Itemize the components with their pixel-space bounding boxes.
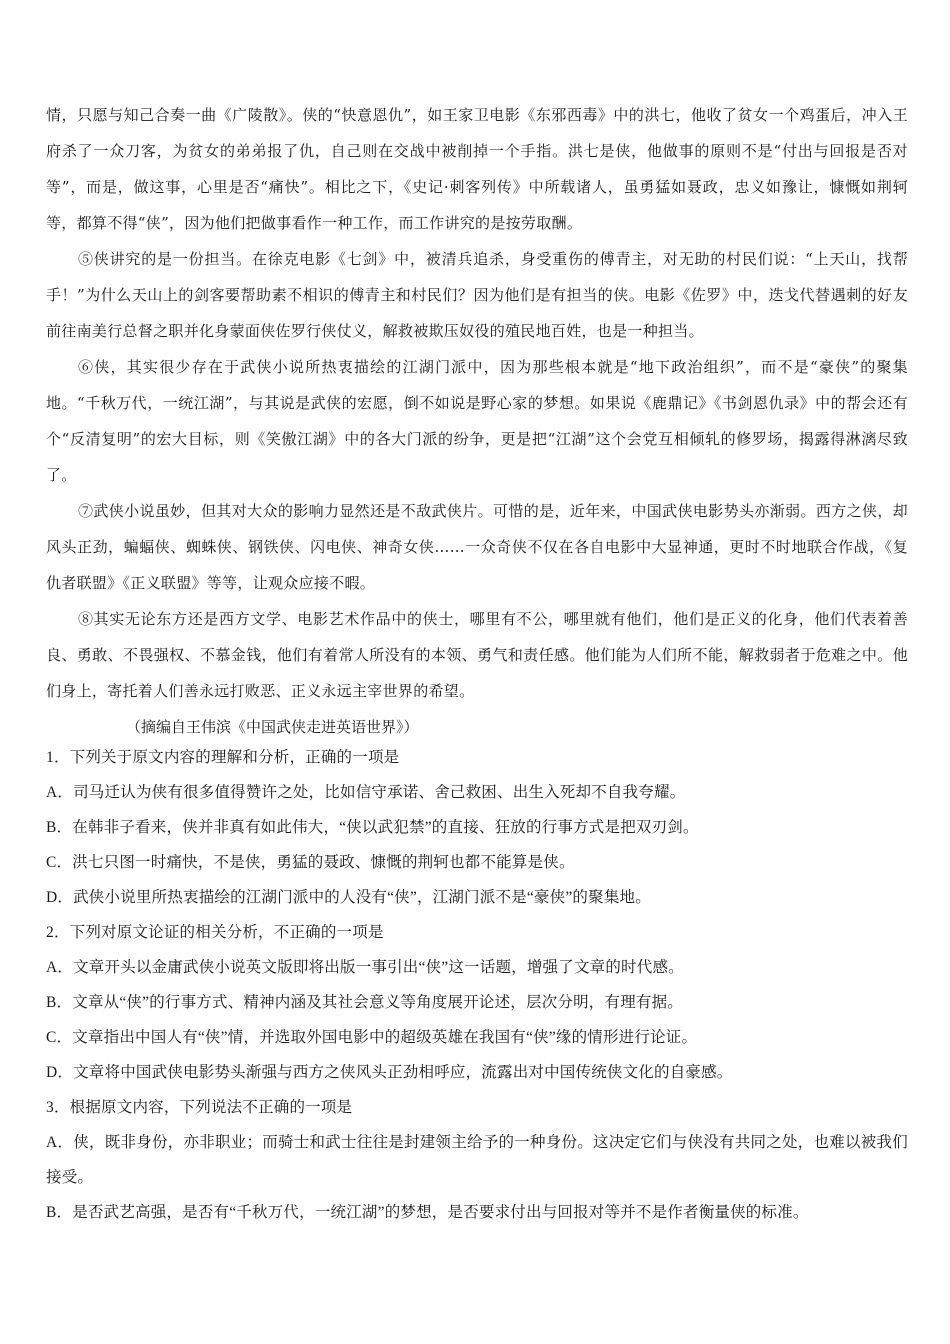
option-label: A． — [46, 1134, 74, 1151]
option-label: D． — [46, 1064, 74, 1081]
option-text: 侠，既非身份，亦非职业；而骑士和武士往往是封建领主给予的一种身份。这决定它们与侠没有共同之处，也难以被我们接受。 — [46, 1134, 909, 1186]
paragraph-5: ⑤侠讲究的是一份担当。在徐克电影《七剑》中，被清兵追杀，身受重伤的傅青主，对无助的村民们说：“上天山，找帮手！”为什么天山上的剑客要帮助素不相识的傅青主和村民们？因为他们是有担当的侠。电影《佐罗》中，迭戈代替遇刺的好友前往南美行总督之职并化身蒙面侠佐罗行侠仗义，解救被欺压奴役的殖民地百姓，也是一种担当。 — [46, 250, 908, 340]
option-text: 文章指出中国人有“侠”情，并选取外国电影中的超级英雄在我国有“侠”缘的情形进行论证。 — [72, 1029, 698, 1046]
question-3-option-a — [46, 1125, 908, 1195]
option-text: 洪七只图一时痛快，不是侠，勇猛的聂政、慷慨的荆轲也都不能算是侠。 — [72, 854, 575, 871]
paragraph-4-continued: 情，只愿与知己合奏一曲《广陵散》。侠的“快意恩仇”，如王家卫电影《东邪西毒》中的洪七，他收了贫女一个鸡蛋后，冲入王府杀了一众刀客，为贫女的弟弟报了仇，自己则在交战中被削掉一个手指。洪七是侠，他做事的原则不是“付出与回报是否对等”，而是，做这事，心里是否“痛快”。相比之下，《史记·刺客列传》中所载诸人，虽勇猛如聂政，忠义如豫让，慷慨如荆轲等，都算不得“侠”，因为他们把做事看作一种工作，而工作讲究的是按劳取酬。 — [46, 106, 908, 232]
question-3-option-b — [46, 1195, 908, 1230]
question-2-option-d — [46, 1055, 908, 1090]
question-1-option-b — [46, 810, 908, 845]
paragraph-8: ⑧其实无论东方还是西方文学、电影艺术作品中的侠士，哪里有不公，哪里就有他们，他们是正义的化身，他们代表着善良、勇敢、不畏强权、不慕金钱，他们有着常人所没有的本领、勇气和责任感。他们能为人们所不能，解救弱者于危难之中。他们身上，寄托着人们善永远打败恶、正义永远主宰世界的希望。 — [46, 610, 908, 700]
option-label: C． — [46, 854, 73, 871]
question-section — [46, 740, 908, 1230]
paragraph-6: ⑥侠，其实很少存在于武侠小说所热衷描绘的江湖门派中，因为那些根本就是“地下政治组织”，而不是“豪侠”的聚集地。“千秋万代，一统江湖”，与其说是武侠的宏愿，倒不如说是野心家的梦想。如果说《鹿鼎记》《书剑恩仇录》中的帮会还有个“反清复明”的宏大目标，则《笑傲江湖》中的各大门派的纷争，更是把“江湖”这个会党互相倾轧的修罗场，揭露得淋漓尽致了。 — [46, 358, 908, 484]
option-text: 文章将中国武侠电影势头渐强与西方之侠风头正劲相呼应，流露出对中国传统侠文化的自豪感。 — [73, 1064, 733, 1081]
question-1-stem: 1．下列关于原文内容的理解和分析，正确的一项是 — [46, 749, 400, 766]
question-1-option-a — [46, 775, 908, 810]
option-label: B． — [46, 994, 73, 1011]
question-3-stem: 3．根据原文内容，下列说法不正确的一项是 — [46, 1099, 353, 1116]
option-label: A． — [46, 784, 74, 801]
option-label: B． — [46, 1204, 73, 1221]
option-text: 司马迁认为侠有很多值得赞许之处，比如信守承诺、舍己救困、出生入死却不自我夸耀。 — [73, 784, 686, 801]
option-text: 是否武艺高强，是否有“千秋万代，一统江湖”的梦想，是否要求付出与回报对等并不是作者衡量侠的标准。 — [72, 1204, 809, 1221]
option-text: 文章开头以金庸武侠小说英文版即将出版一事引出“侠”这一话题，增强了文章的时代感。 — [73, 959, 684, 976]
reading-passage — [46, 97, 908, 745]
source-citation: （摘编自王伟滨《中国武侠走进英语世界》） — [126, 718, 419, 736]
question-2-option-c — [46, 1020, 908, 1055]
paragraph-7: ⑦武侠小说虽妙，但其对大众的影响力显然还是不敌武侠片。可惜的是，近年来，中国武侠电影势头亦渐弱。西方之侠，却风头正劲，蝙蝠侠、蜘蛛侠、钢铁侠、闪电侠、神奇女侠……一众奇侠不仅在各自电影中大显神通，更时不时地联合作战，《复仇者联盟》《正义联盟》等等，让观众应接不暇。 — [46, 502, 908, 592]
option-text: 武侠小说里所热衷描绘的江湖门派中的人没有“侠”，江湖门派不是“豪侠”的聚集地。 — [73, 889, 651, 906]
question-2-stem: 2．下列对原文论证的相关分析，不正确的一项是 — [46, 924, 384, 941]
question-1-option-c — [46, 845, 908, 880]
option-text: 在韩非子看来，侠并非真有如此伟大，“侠以武犯禁”的直接、狂放的行事方式是把双刃剑。 — [72, 819, 699, 836]
option-label: D． — [46, 889, 74, 906]
question-1-option-d — [46, 880, 908, 915]
question-2-option-b — [46, 985, 908, 1020]
option-label: A． — [46, 959, 74, 976]
option-text: 文章从“侠”的行事方式、精神内涵及其社会意义等角度展开论述，层次分明，有理有据。 — [72, 994, 684, 1011]
question-2-option-a — [46, 950, 908, 985]
option-label: B． — [46, 819, 73, 836]
option-label: C． — [46, 1029, 73, 1046]
